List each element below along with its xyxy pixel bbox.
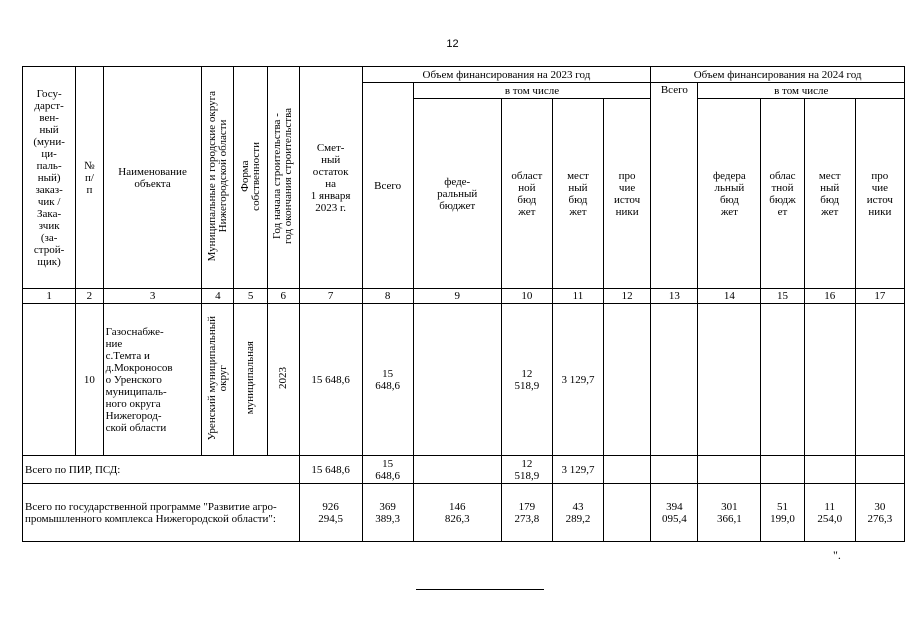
header-including-2023: в том числе bbox=[413, 83, 650, 99]
header-total-2024: Всего bbox=[651, 83, 698, 289]
row-program-total-2023: 369 389,3 bbox=[362, 484, 413, 542]
header-municipality bbox=[202, 67, 234, 289]
row-object-reg-2024 bbox=[761, 304, 804, 456]
header-oth-2023: про чие источ ники bbox=[603, 99, 650, 289]
row-pir-total-2024 bbox=[651, 456, 698, 484]
header-number: № п/ п bbox=[76, 67, 103, 289]
row-pir-total-2023: 15 648,6 bbox=[362, 456, 413, 484]
header-group-2023: Объем финансирования на 2023 год bbox=[362, 67, 651, 83]
row-pir-loc-2023: 3 129,7 bbox=[552, 456, 603, 484]
column-number: 11 bbox=[552, 289, 603, 304]
column-number: 16 bbox=[804, 289, 855, 304]
row-object-ownership-text: муниципальная bbox=[244, 341, 257, 415]
column-number: 6 bbox=[267, 289, 299, 304]
row-object-loc-2024 bbox=[804, 304, 855, 456]
column-number: 5 bbox=[234, 289, 268, 304]
header-oth-2024: про чие источ ники bbox=[855, 99, 904, 289]
row-pir-label: Всего по ПИР, ПСД: bbox=[23, 456, 300, 484]
column-number: 13 bbox=[651, 289, 698, 304]
row-pir-estimate: 15 648,6 bbox=[299, 456, 362, 484]
column-number: 7 bbox=[299, 289, 362, 304]
row-object-estimate: 15 648,6 bbox=[299, 304, 362, 456]
row-object-total-2024 bbox=[651, 304, 698, 456]
header-loc-2024: мест ный бюд жет bbox=[804, 99, 855, 289]
header-years-text: Год начала строительства - год окончания строительства bbox=[271, 108, 295, 244]
column-number: 17 bbox=[855, 289, 904, 304]
header-fed-2024: федера льный бюд жет bbox=[698, 99, 761, 289]
row-object-fed-2024 bbox=[698, 304, 761, 456]
column-number: 1 bbox=[23, 289, 76, 304]
row-object-years bbox=[267, 304, 299, 456]
row-object-municipality-text: Уренский муниципальный округ bbox=[205, 315, 229, 441]
header-estimate: Смет- ный остаток на 1 января 2023 г. bbox=[299, 67, 362, 289]
row-pir-loc-2024 bbox=[804, 456, 855, 484]
column-number: 3 bbox=[103, 289, 202, 304]
footer-divider bbox=[416, 589, 544, 590]
row-object-ownership bbox=[234, 304, 268, 456]
header-group-2024: Объем финансирования на 2024 год bbox=[651, 67, 905, 83]
row-object-oth-2023 bbox=[603, 304, 650, 456]
row-program-oth-2023 bbox=[603, 484, 650, 542]
row-pir-reg-2024 bbox=[761, 456, 804, 484]
header-reg-2024: облас тной бюдж ет bbox=[761, 99, 804, 289]
column-number: 4 bbox=[202, 289, 234, 304]
row-program-total-2024: 394 095,4 bbox=[651, 484, 698, 542]
column-number: 9 bbox=[413, 289, 501, 304]
column-number: 12 bbox=[603, 289, 650, 304]
header-fed-2023: феде- ральный бюджет bbox=[413, 99, 501, 289]
column-number: 15 bbox=[761, 289, 804, 304]
table-row bbox=[23, 456, 905, 484]
row-object-reg-2023: 12 518,9 bbox=[501, 304, 552, 456]
row-program-label: Всего по государственной программе "Развитие агро-промышленного комплекса Нижегородской области": bbox=[23, 484, 300, 542]
header-ownership-text: Форма собственности bbox=[238, 141, 262, 211]
column-number: 2 bbox=[76, 289, 103, 304]
row-object-municipality bbox=[202, 304, 234, 456]
row-object-number: 10 bbox=[76, 304, 103, 456]
row-program-oth-2024: 30 276,3 bbox=[855, 484, 904, 542]
row-pir-fed-2023 bbox=[413, 456, 501, 484]
row-object-customer bbox=[23, 304, 76, 456]
row-object-years-text: 2023 bbox=[276, 367, 289, 389]
page-number: 12 bbox=[446, 38, 459, 50]
row-program-loc-2024: 11 254,0 bbox=[804, 484, 855, 542]
row-pir-reg-2023: 12 518,9 bbox=[501, 456, 552, 484]
row-program-fed-2023: 146 826,3 bbox=[413, 484, 501, 542]
row-object-oth-2024 bbox=[855, 304, 904, 456]
header-ownership bbox=[234, 67, 268, 289]
table-row bbox=[23, 484, 905, 542]
row-object-total-2023: 15 648,6 bbox=[362, 304, 413, 456]
column-number-row bbox=[23, 289, 905, 304]
row-program-reg-2024: 51 199,0 bbox=[761, 484, 804, 542]
row-object-fed-2023 bbox=[413, 304, 501, 456]
financing-table bbox=[22, 66, 905, 542]
column-number: 14 bbox=[698, 289, 761, 304]
row-pir-oth-2023 bbox=[603, 456, 650, 484]
header-years bbox=[267, 67, 299, 289]
row-program-fed-2024: 301 366,1 bbox=[698, 484, 761, 542]
column-number: 10 bbox=[501, 289, 552, 304]
row-object-name: Газоснабже- ние с.Темта и д.Мокроносов о Уренского муниципаль- ного округа Нижегород- ской области bbox=[103, 304, 202, 456]
row-pir-fed-2024 bbox=[698, 456, 761, 484]
row-pir-oth-2024 bbox=[855, 456, 904, 484]
header-including-2024: в том числе bbox=[698, 83, 905, 99]
header-total-2023: Всего bbox=[362, 83, 413, 289]
column-number: 8 bbox=[362, 289, 413, 304]
header-customer: Госу- дарст- вен- ный (муни- ци- паль- ный) заказ- чик / Зака- зчик (за- строй- щик) bbox=[23, 67, 76, 289]
row-program-loc-2023: 43 289,2 bbox=[552, 484, 603, 542]
row-program-estimate: 926 294,5 bbox=[299, 484, 362, 542]
row-object-loc-2023: 3 129,7 bbox=[552, 304, 603, 456]
header-municipality-text: Муниципальные и городские округа Нижегородской области bbox=[205, 90, 229, 262]
header-loc-2023: мест ный бюд жет bbox=[552, 99, 603, 289]
header-object-name: Наименование объекта bbox=[103, 67, 202, 289]
header-reg-2023: област ной бюд жет bbox=[501, 99, 552, 289]
closing-quote-mark: ". bbox=[833, 548, 841, 562]
table-row bbox=[23, 304, 905, 456]
row-program-reg-2023: 179 273,8 bbox=[501, 484, 552, 542]
